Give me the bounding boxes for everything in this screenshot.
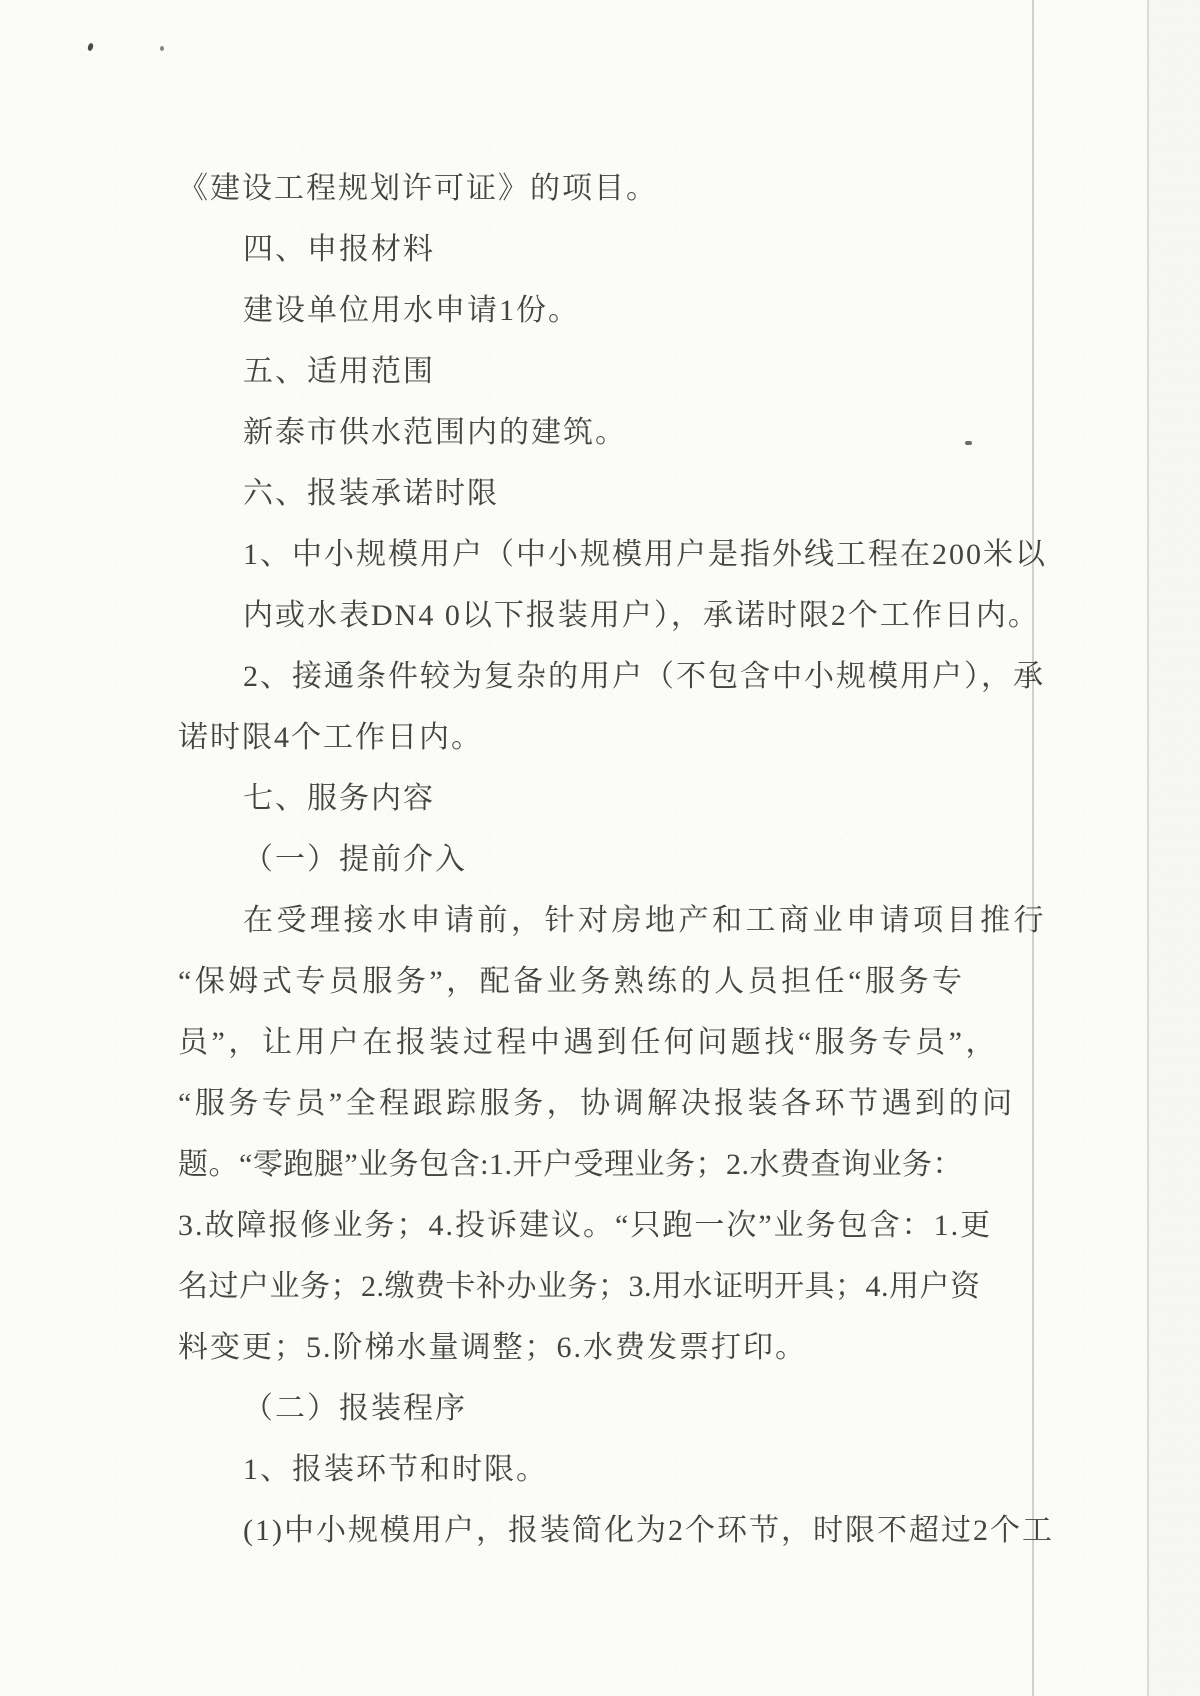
text-line: 七、服务内容 (243, 782, 435, 815)
text-line: 《建设工程规划许可证》的项目。 (178, 172, 658, 205)
text-line: 内或水表DN4 0以下报装用户），承诺时限2个工作日内。 (243, 599, 1040, 632)
text-line: 六、报装承诺时限 (243, 477, 499, 510)
text-line: 料变更；5.阶梯水量调整；6.水费发票打印。 (178, 1331, 807, 1364)
document-text-block (178, 158, 1054, 1561)
text-line: 新泰市供水范围内的建筑。 (243, 416, 627, 449)
text-line: (1)中小规模用户，报装简化为2个环节，时限不超过2个工 (243, 1514, 1054, 1547)
text-line: 建设单位用水申请1份。 (243, 294, 580, 327)
text-line: “保姆式专员服务”，配备业务熟练的人员担任“服务专 (178, 965, 966, 998)
scan-speck (87, 42, 94, 51)
text-line: “服务专员”全程跟踪服务，协调解决报装各环节遇到的问 (178, 1087, 1016, 1120)
text-line: 3.故障报修业务；4.投诉建议。“只跑一次”业务包含：1.更 (178, 1209, 993, 1242)
text-line: 名过户业务；2.缴费卡补办业务；3.用水证明开具；4.用户资 (178, 1270, 981, 1303)
text-line: 员”，让用户在报装过程中遇到任何问题找“服务专员”， (178, 1026, 999, 1059)
scan-edge-shading (1148, 0, 1200, 1696)
scan-speck (160, 46, 164, 51)
scan-fold-line-left (1032, 0, 1034, 1696)
text-line: 题。“零跑腿”业务包含:1.开户受理业务；2.水费查询业务： (178, 1148, 963, 1181)
text-line: 2、接通条件较为复杂的用户（不包含中小规模用户），承 (243, 660, 1045, 693)
text-line: 诺时限4个工作日内。 (178, 721, 483, 754)
text-line: 在受理接水申请前，针对房地产和工商业申请项目推行 (243, 904, 1047, 937)
text-line: 1、报装环节和时限。 (243, 1453, 548, 1486)
text-line: （一）提前介入 (243, 843, 467, 876)
text-line: 1、中小规模用户（中小规模用户是指外线工程在200米以 (243, 538, 1047, 571)
text-line: 四、申报材料 (243, 233, 435, 266)
scan-fold-line-right (1147, 0, 1149, 1696)
text-line: 五、适用范围 (243, 355, 435, 388)
text-line: （二）报装程序 (243, 1392, 467, 1425)
